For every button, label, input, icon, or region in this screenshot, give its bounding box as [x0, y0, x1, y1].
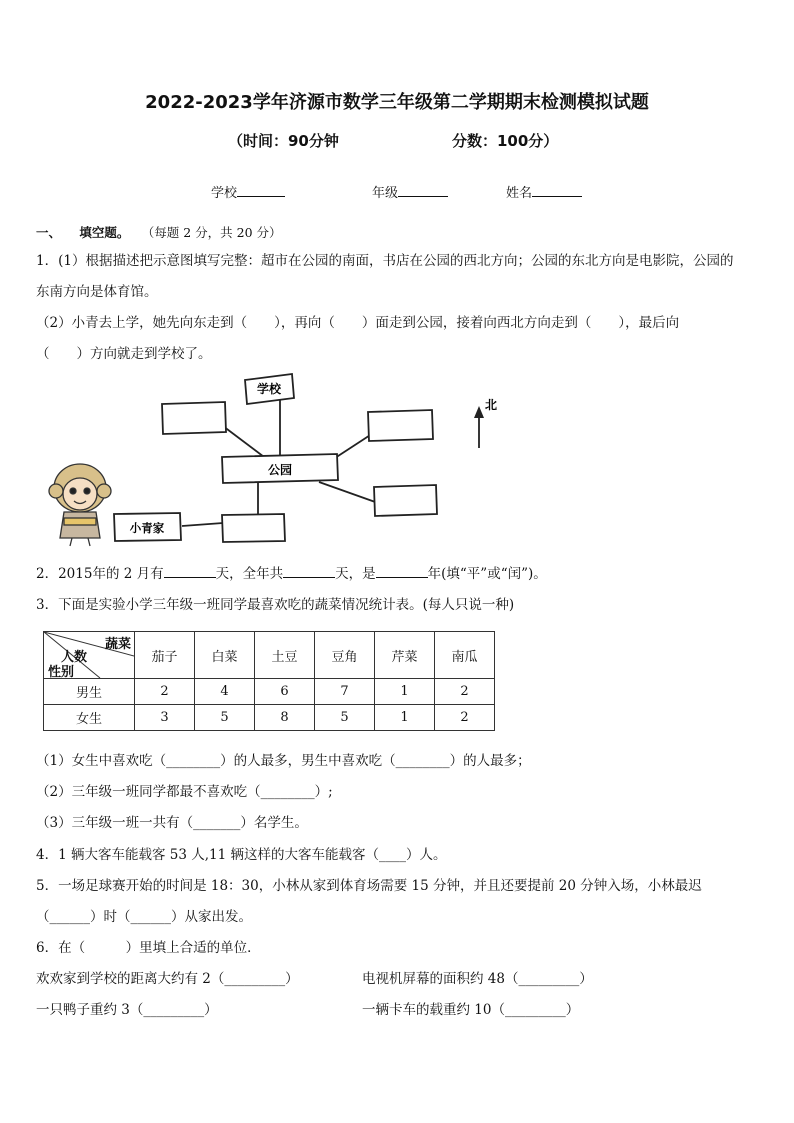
map-diagram	[0, 360, 794, 550]
corner-vegetable-label: 蔬菜	[104, 637, 131, 652]
cinema-box[interactable]	[368, 410, 433, 441]
q2-blank-days-feb[interactable]	[164, 565, 216, 578]
connector-line	[319, 482, 378, 503]
q2-part-c: 天，是	[335, 566, 376, 582]
map-park-label: 公园	[267, 463, 293, 477]
table-cell: 1	[375, 705, 435, 731]
map-north-label: 北	[485, 398, 498, 412]
q1-line3: （2）小青去上学，她先向东走到（ ），再向（ ）面走到公园，接着向西北方向走到（ ），最后向	[36, 315, 680, 331]
q2-blank-days-year[interactable]	[283, 565, 335, 578]
q3-sub1: （1）女生中喜欢吃（________）的人最多，男生中喜欢吃（________）的人最多；	[36, 753, 531, 769]
table-cell: 8	[255, 705, 315, 731]
q1-line4: （ ）方向就走到学校了。	[36, 346, 212, 362]
exam-score: 分数：100分）	[452, 132, 559, 150]
school-field[interactable]	[211, 182, 285, 201]
grade-blank[interactable]	[398, 184, 448, 197]
header-cell: 豆角	[315, 632, 375, 679]
name-blank[interactable]	[532, 184, 582, 197]
header-cell: 南瓜	[435, 632, 495, 679]
table-cell: 2	[435, 705, 495, 731]
q5-line1: 5．一场足球赛开始的时间是 18：30，小林从家到体育场需要 15 分钟，并且还要提前 20 分钟入场，小林最迟	[36, 878, 702, 894]
header-cell: 茄子	[135, 632, 195, 679]
north-arrow-icon	[474, 406, 484, 448]
q2-part-a: 2．2015年的 2 月有	[36, 566, 164, 582]
exam-time: （时间：90分钟	[228, 132, 339, 150]
table-cell: 1	[375, 679, 435, 705]
grade-label: 年级	[372, 186, 399, 201]
q4-line: 4．1 辆大客车能载客 53 人,11 辆这样的大客车能载客（____）人。	[36, 847, 447, 863]
section-number: 一、	[36, 225, 62, 240]
q2-blank-year-type[interactable]	[376, 565, 428, 578]
name-field[interactable]	[506, 182, 582, 201]
table-cell: 3	[135, 705, 195, 731]
q3-sub2: （2）三年级一班同学都最不喜欢吃（________）;	[36, 784, 333, 800]
q5-line2: （______）时（______）从家出发。	[36, 909, 252, 925]
stadium-box[interactable]	[374, 485, 437, 516]
table-header-row	[44, 632, 495, 679]
map-home-label: 小青家	[129, 521, 165, 535]
q1-line1: 1．(1）根据描述把示意图填写完整：超市在公园的南面，书店在公园的西北方向；公园的东北方向是电影院，公园的	[36, 253, 734, 269]
grade-field[interactable]	[372, 182, 448, 201]
row-label: 男生	[44, 679, 135, 705]
q6-item-c: 一只鸭子重约 3（_________）	[36, 1002, 218, 1018]
table-corner-cell	[44, 632, 135, 679]
girl-illustration-icon	[49, 464, 111, 546]
table-cell: 2	[135, 679, 195, 705]
q3-sub3: （3）三年级一班一共有（_______）名学生。	[36, 815, 308, 831]
table-row	[44, 679, 495, 705]
q3-intro: 3．下面是实验小学三年级一班同学最喜欢吃的蔬菜情况统计表。(每人只说一种)	[36, 597, 515, 613]
q2-line	[36, 562, 547, 582]
table-cell: 4	[195, 679, 255, 705]
vegetable-table	[43, 631, 495, 731]
section-heading	[36, 223, 282, 241]
q6-intro: 6．在（ ）里填上合适的单位．	[36, 940, 261, 956]
table-cell: 2	[435, 679, 495, 705]
page-title: 2022-2023学年济源市数学三年级第二学期期末检测模拟试题	[145, 92, 649, 113]
q2-part-b: 天，全年共	[215, 566, 284, 582]
q6-item-b: 电视机屏幕的面积约 48（_________）	[362, 971, 593, 987]
header-cell: 白菜	[195, 632, 255, 679]
table-cell: 5	[315, 705, 375, 731]
q6-item-d: 一辆卡车的载重约 10（_________）	[362, 1002, 580, 1018]
table-row	[44, 705, 495, 731]
header-cell: 土豆	[255, 632, 315, 679]
row-label: 女生	[44, 705, 135, 731]
bookstore-box[interactable]	[162, 402, 226, 434]
q1-line2: 东南方向是体育馆。	[36, 284, 158, 300]
section-meta: （每题 2 分，共 20 分）	[141, 225, 282, 240]
section-title: 填空题。	[79, 225, 130, 240]
table-cell: 6	[255, 679, 315, 705]
name-label: 姓名	[506, 186, 533, 201]
map-school-label: 学校	[256, 382, 282, 396]
q2-part-d: 年(填“平”或“闰”)。	[427, 566, 547, 582]
table-cell: 7	[315, 679, 375, 705]
school-label: 学校	[211, 186, 238, 201]
supermarket-box[interactable]	[222, 514, 285, 542]
q6-item-a: 欢欢家到学校的距离大约有 2（_________）	[36, 971, 299, 987]
corner-gender-label: 性别	[48, 665, 75, 680]
school-blank[interactable]	[237, 184, 285, 197]
corner-count-label: 人数	[61, 650, 88, 665]
table-cell: 5	[195, 705, 255, 731]
header-cell: 芹菜	[375, 632, 435, 679]
connector-line	[182, 523, 223, 526]
